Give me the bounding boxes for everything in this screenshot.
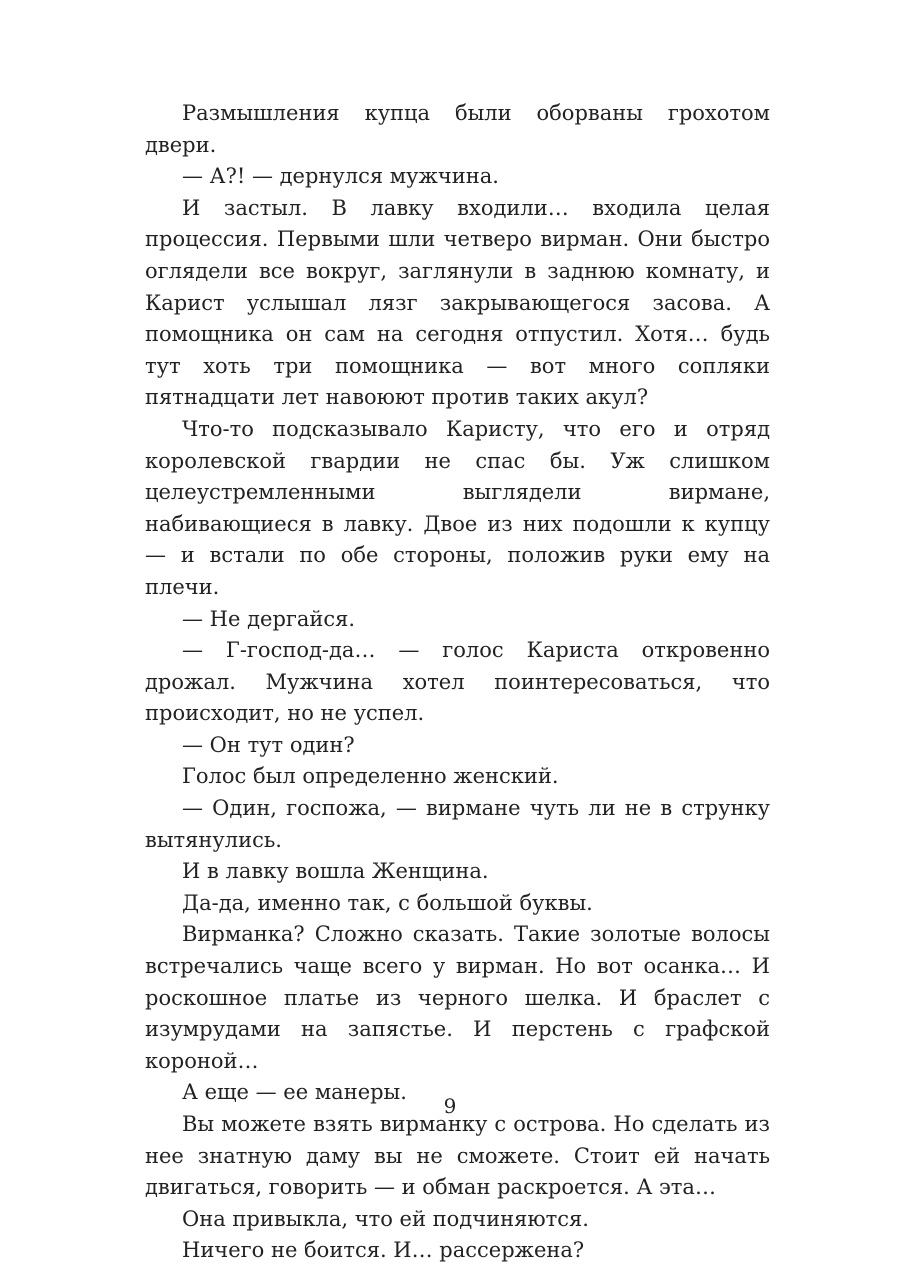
paragraph: Она привыкла, что ей подчиняются. <box>182 1206 589 1231</box>
paragraph: Размышления купца были оборваны грохотом двери. <box>145 101 770 157</box>
body-text <box>145 98 770 1267</box>
paragraph: Что-то подсказывало Каристу, что его и отряд королевской гвардии не спас бы. Уж слишком целеустремленными выглядели вирмане, набивающиеся в лавку. Двое из них подошли к купцу — и встали по обе стороны, положив руки ему на плечи. <box>145 416 770 599</box>
paragraph: И в лавку вошла Женщина. <box>182 859 489 884</box>
paragraph: — Он тут один? <box>182 732 355 757</box>
paragraph: Ничего не боится. И… рассержена? <box>182 1238 585 1263</box>
page-number: 9 <box>443 1094 457 1118</box>
paragraph: И застыл. В лавку входили… входила целая процессия. Первыми шли четверо вирман. Они быстро оглядели все вокруг, заглянули в заднюю комнату, и Карист услышал лязг закрывающегося засова. А помощника он сам на сегодня отпустил. Хотя… будь тут хоть три помощника — вот много сопляки пятнадцати лет навоюют против таких акул? <box>145 195 770 410</box>
paragraph: — А?! — дернулся мужчина. <box>182 164 499 189</box>
paragraph: Да-да, именно так, с большой буквы. <box>182 890 593 915</box>
paragraph: Вы можете взять вирманку с острова. Но сделать из нее знатную даму вы не сможете. Стоит ей начать двигаться, говорить — и обман раскроется. А эта… <box>145 1112 770 1200</box>
paragraph: — Один, госпожа, — вирмане чуть ли не в струнку вытянулись. <box>145 796 770 852</box>
paragraph: — Г-господ-да… — голос Кариста откровенно дрожал. Мужчина хотел поинтересоваться, что происходит, но не успел. <box>145 638 770 726</box>
paragraph: А еще — ее манеры. <box>182 1080 407 1105</box>
paragraph: — Не дергайся. <box>182 606 356 631</box>
paragraph: Вирманка? Сложно сказать. Такие золотые волосы встречались чаще всего у вирман. Но вот осанка… И роскошное платье из черного шелка. И браслет с изумрудами на запястье. И перстень с графской короной… <box>145 922 770 1073</box>
paragraph: Голос был определенно женский. <box>182 764 559 789</box>
